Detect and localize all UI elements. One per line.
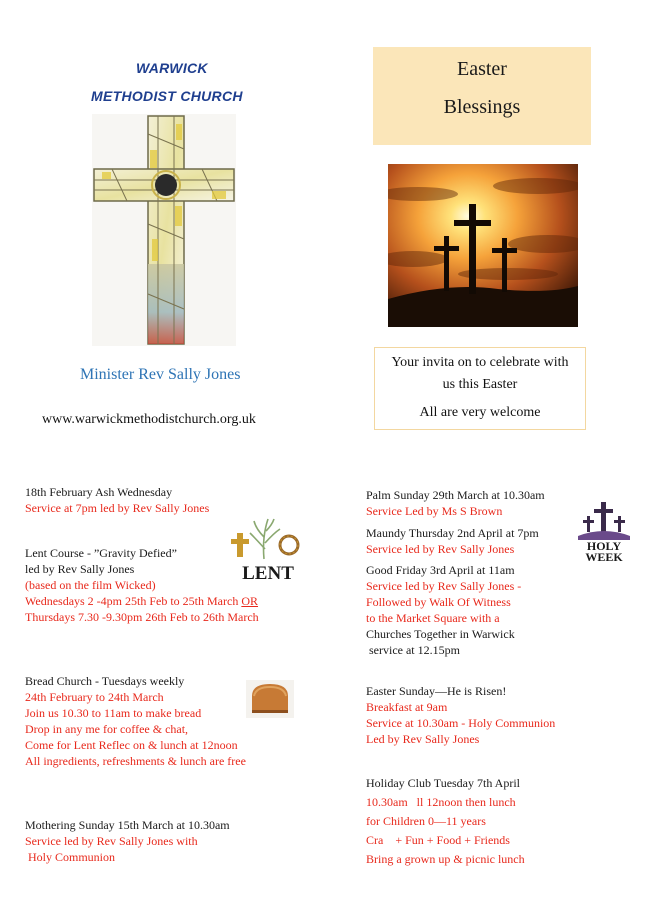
good-friday-title: Good Friday 3rd April at 11am: [366, 563, 515, 577]
easter-blessings-banner: [373, 47, 591, 145]
holiday-club-children: for Children 0—11 years: [366, 814, 486, 828]
mothering-sunday-title: Mothering Sunday 15th March at 10.30am: [25, 818, 230, 832]
holiday-club-bring: Bring a grown up & picnic lunch: [366, 852, 525, 866]
holiday-club-title: Holiday Club Tuesday 7th April: [366, 776, 521, 790]
bread-church-dates: 24th February to 24th March: [25, 690, 164, 704]
good-friday-detail4: Churches Together in Warwick: [366, 627, 515, 641]
holy-week-logo: [576, 500, 632, 564]
easter-sunday-service: Service at 10.30am - Holy Communion: [366, 716, 556, 730]
lent-cross-icon: [231, 533, 249, 557]
holiday-club-activities: Cra + Fun + Food + Friends: [366, 833, 510, 847]
palm-sunday-detail: Service Led by Ms S Brown: [366, 504, 503, 518]
invite-line2: us this Easter: [442, 377, 518, 392]
good-friday-detail2: Followed by Walk Of Witness: [366, 595, 511, 609]
maundy-thursday-title: Maundy Thursday 2nd April at 7pm: [366, 526, 539, 540]
invite-line1: Your invita on to celebrate with: [391, 355, 569, 370]
bread-loaf-icon: [246, 680, 294, 718]
bread-church-title: Bread Church - Tuesdays weekly: [25, 674, 185, 688]
lent-course-based: (based on the film Wicked): [25, 578, 156, 592]
mothering-sunday-communion: Holy Communion: [25, 850, 116, 864]
stained-glass-cross-image: [92, 114, 236, 346]
easter-title-line1: Easter: [457, 58, 507, 80]
lent-wed-text: Wednesdays 2 -4pm 25th Feb to 25th March: [25, 594, 242, 608]
lent-or-text: OR: [241, 594, 259, 608]
lent-course-title: Lent Course - ”Gravity Defied”: [25, 546, 177, 560]
good-friday-detail5: service at 12.15pm: [366, 643, 460, 657]
church-name-line1: WARWICK: [136, 60, 208, 76]
church-website: www.warwickmethodistchurch.org.uk: [42, 412, 256, 427]
bread-church-free: All ingredients, refreshments & lunch are free: [25, 754, 246, 768]
easter-sunday-breakfast: Breakfast at 9am: [366, 700, 448, 714]
good-friday-detail3: to the Market Square with a: [366, 611, 500, 625]
easter-sunday-led: Led by Rev Sally Jones: [366, 732, 480, 746]
crown-of-thorns-icon: [280, 536, 298, 554]
lent-course-thursdays: Thursdays 7.30 -9.30pm 26th Feb to 26th March: [25, 610, 259, 624]
minister-name: Minister Rev Sally Jones: [80, 366, 241, 383]
holiday-club-time: 10.30am ll 12noon then lunch: [366, 795, 516, 809]
invite-line3: All are very welcome: [419, 405, 541, 420]
calvary-sunset-image: [388, 164, 578, 327]
palm-sunday-title: Palm Sunday 29th March at 10.30am: [366, 488, 545, 502]
easter-sunday-title: Easter Sunday—He is Risen!: [366, 684, 507, 698]
bread-church-join: Join us 10.30 to 11am to make bread: [25, 706, 202, 720]
bread-church-drop-in: Drop in any me for coffee & chat,: [25, 722, 189, 736]
lent-course-wednesdays: [25, 593, 258, 609]
church-name-line2: METHODIST CHURCH: [91, 88, 243, 104]
good-friday-detail1: Service led by Rev Sally Jones -: [366, 579, 522, 593]
bread-church-lunch: Come for Lent Reflec on & lunch at 12noon: [25, 738, 238, 752]
lent-course-led: led by Rev Sally Jones: [25, 562, 135, 576]
lent-logo: [228, 515, 308, 583]
easter-title-line2: Blessings: [443, 96, 521, 118]
holy-week-line2: WEEK: [585, 550, 623, 564]
lent-logo-text: LENT: [242, 563, 294, 583]
holy-week-line1: HOLY: [586, 539, 622, 553]
palm-leaf-icon: [250, 519, 280, 559]
ash-wednesday-detail: Service at 7pm led by Rev Sally Jones: [25, 501, 210, 515]
ash-wednesday-title: 18th February Ash Wednesday: [25, 485, 173, 499]
maundy-thursday-detail: Service led by Rev Sally Jones: [366, 542, 515, 556]
invitation-box: [374, 347, 586, 430]
three-crosses-icon: [583, 502, 625, 532]
mothering-sunday-detail: Service led by Rev Sally Jones with: [25, 834, 198, 848]
